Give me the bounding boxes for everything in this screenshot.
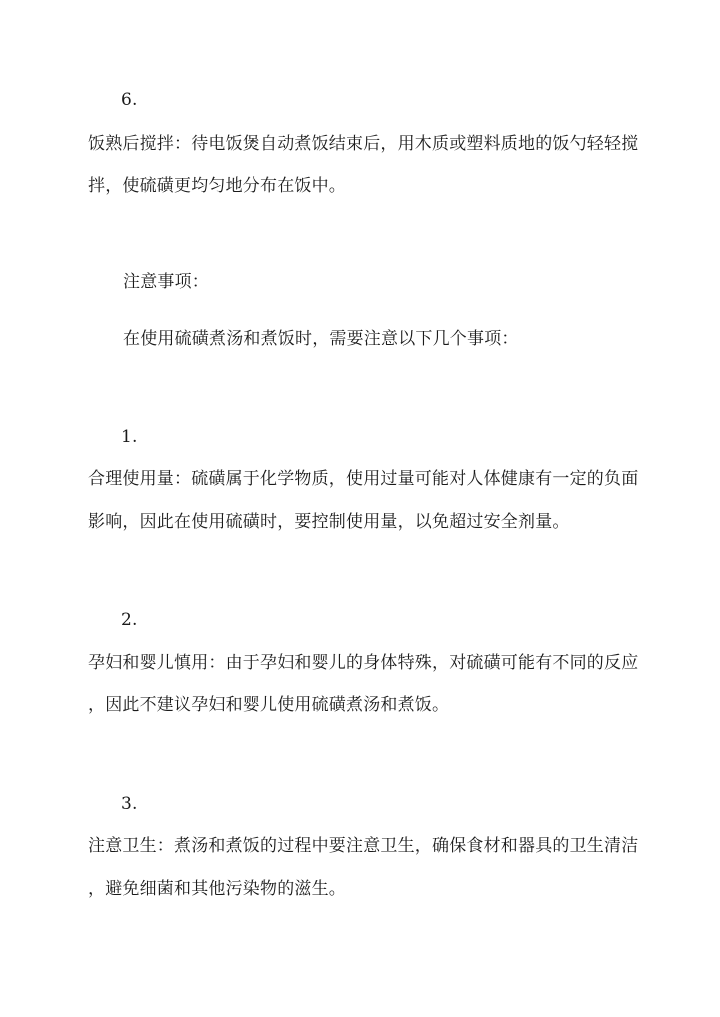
notice-intro: 在使用硫磺煮汤和煮饭时，需要注意以下几个事项： <box>123 329 519 349</box>
notice-heading: 注意事项： <box>123 272 209 292</box>
item-1-line-2: 影响，因此在使用硫磺时，要控制使用量，以免超过安全剂量。 <box>88 512 570 532</box>
item-3-line-1: 注意卫生：煮汤和煮饭的过程中要注意卫生，确保食材和器具的卫生清洁 <box>88 836 639 856</box>
item-number-2: 2. <box>121 610 138 630</box>
step-number-6: 6. <box>121 90 138 110</box>
item-3-line-2: ，避免细菌和其他污染物的滋生。 <box>88 879 346 899</box>
step-6-line-2: 拌，使硫磺更均匀地分布在饭中。 <box>88 176 346 196</box>
item-2-line-1: 孕妇和婴儿慎用：由于孕妇和婴儿的身体特殊，对硫磺可能有不同的反应 <box>88 653 639 673</box>
item-number-3: 3. <box>121 794 138 814</box>
item-2-line-2: ，因此不建议孕妇和婴儿使用硫磺煮汤和煮饭。 <box>88 695 450 715</box>
step-6-line-1: 饭熟后搅拌：待电饭煲自动煮饭结束后，用木质或塑料质地的饭勺轻轻搅 <box>88 134 639 154</box>
item-1-line-1: 合理使用量：硫磺属于化学物质，使用过量可能对人体健康有一定的负面 <box>88 469 639 489</box>
item-number-1: 1. <box>121 427 138 447</box>
